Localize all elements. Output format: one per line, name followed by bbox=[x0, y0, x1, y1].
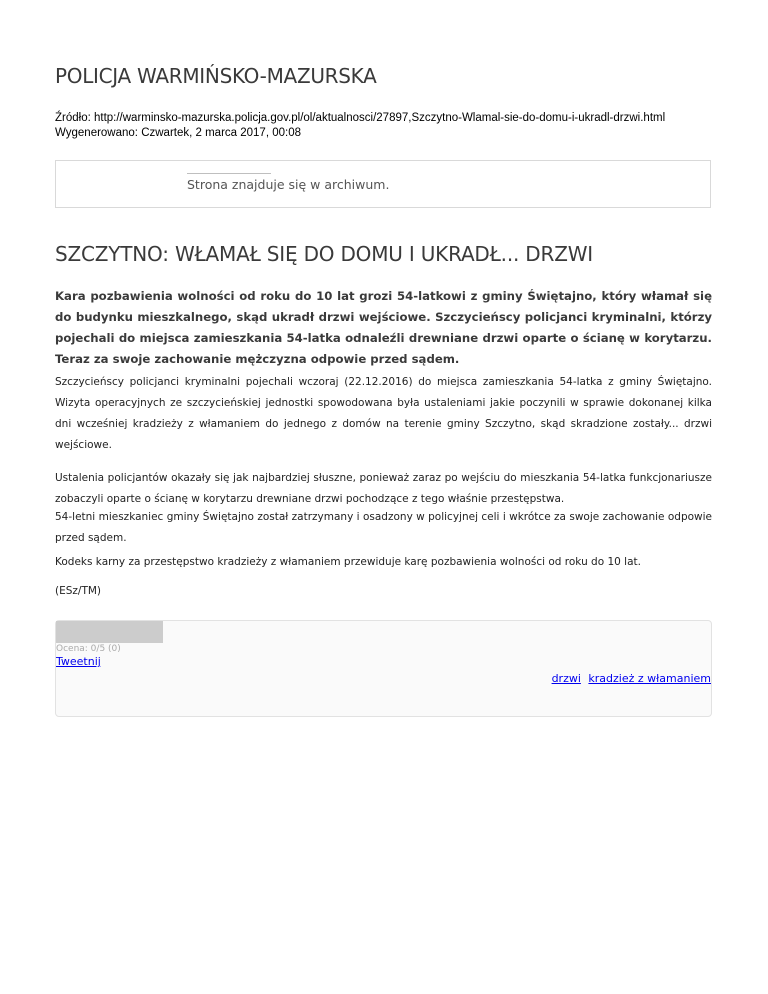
tag-link[interactable]: drzwi bbox=[551, 672, 581, 685]
document-meta bbox=[55, 111, 665, 141]
article-footer bbox=[55, 620, 712, 717]
generated-date: Wygenerowano: Czwartek, 2 marca 2017, 00:08 bbox=[55, 127, 301, 139]
article-paragraph-3: 54-letni mieszkaniec gminy Świętajno został zatrzymany i osadzony w policyjnej celi i wkrótce za swoje zachowanie odpowie przed sądem. bbox=[55, 511, 712, 544]
article-lead: Kara pozbawienia wolności od roku do 10 lat grozi 54-latkowi z gminy Świętajno, który włamał się do budynku mieszkalnego, skąd ukradł drzwi wejściowe. Szczycieńscy policjanci kryminalni, którzy pojechali do miejsca zamieszkania 54-latka odnaleźli drewniane drzwi oparte o ścianę w korytarzu. Teraz za swoje zachowanie mężczyzna odpowie przed sądem. bbox=[55, 289, 712, 366]
archive-notice-box bbox=[55, 160, 711, 208]
rating-text: Ocena: 0/5 (0) bbox=[56, 644, 121, 654]
tag-list bbox=[548, 672, 711, 685]
tweet-link[interactable]: Tweetnij bbox=[56, 655, 101, 668]
rating-stars[interactable] bbox=[56, 621, 163, 643]
tag-link[interactable]: kradzież z włamaniem bbox=[588, 672, 711, 685]
site-title: POLICJA WARMIŃSKO-MAZURSKA bbox=[55, 64, 377, 88]
article-signature: (ESz/TM) bbox=[55, 585, 102, 597]
article-title: SZCZYTNO: WŁAMAŁ SIĘ DO DOMU I UKRADŁ... DRZWI bbox=[55, 242, 593, 266]
article-paragraph-4: Kodeks karny za przestępstwo kradzieży z włamaniem przewiduje karę pozbawienia wolności od roku do 10 lat. bbox=[55, 556, 641, 568]
source-url: Źródło: http://warminsko-mazurska.policja.gov.pl/ol/aktualnosci/27897,Szczytno-Wlamal-sie-do-domu-i-ukradl-drzwi.html bbox=[55, 112, 666, 124]
archive-divider bbox=[187, 173, 271, 174]
article-paragraph-2: Ustalenia policjantów okazały się jak najbardziej słuszne, ponieważ zaraz po wejściu do mieszkania 54-latka funkcjonariusze zobaczyli oparte o ścianę w korytarzu drewniane drzwi pochodzące z tego właśnie przestępstwa. bbox=[55, 472, 712, 505]
archive-notice: Strona znajduje się w archiwum. bbox=[187, 177, 390, 192]
article-paragraph-1: Szczycieńscy policjanci kryminalni pojechali wczoraj (22.12.2016) do miejsca zamieszkania 54-latka z gminy Świętajno. Wizyta operacyjnych ze szczycieńskiej jednostki spowodowana była ustaleniami jakie poczynili w sprawie dokonanej kilka dni wcześniej kradzieży z włamaniem do jednego z domów na terenie gminy Szczytno, skąd skradzione zostały... drzwi wejściowe. bbox=[55, 376, 712, 451]
